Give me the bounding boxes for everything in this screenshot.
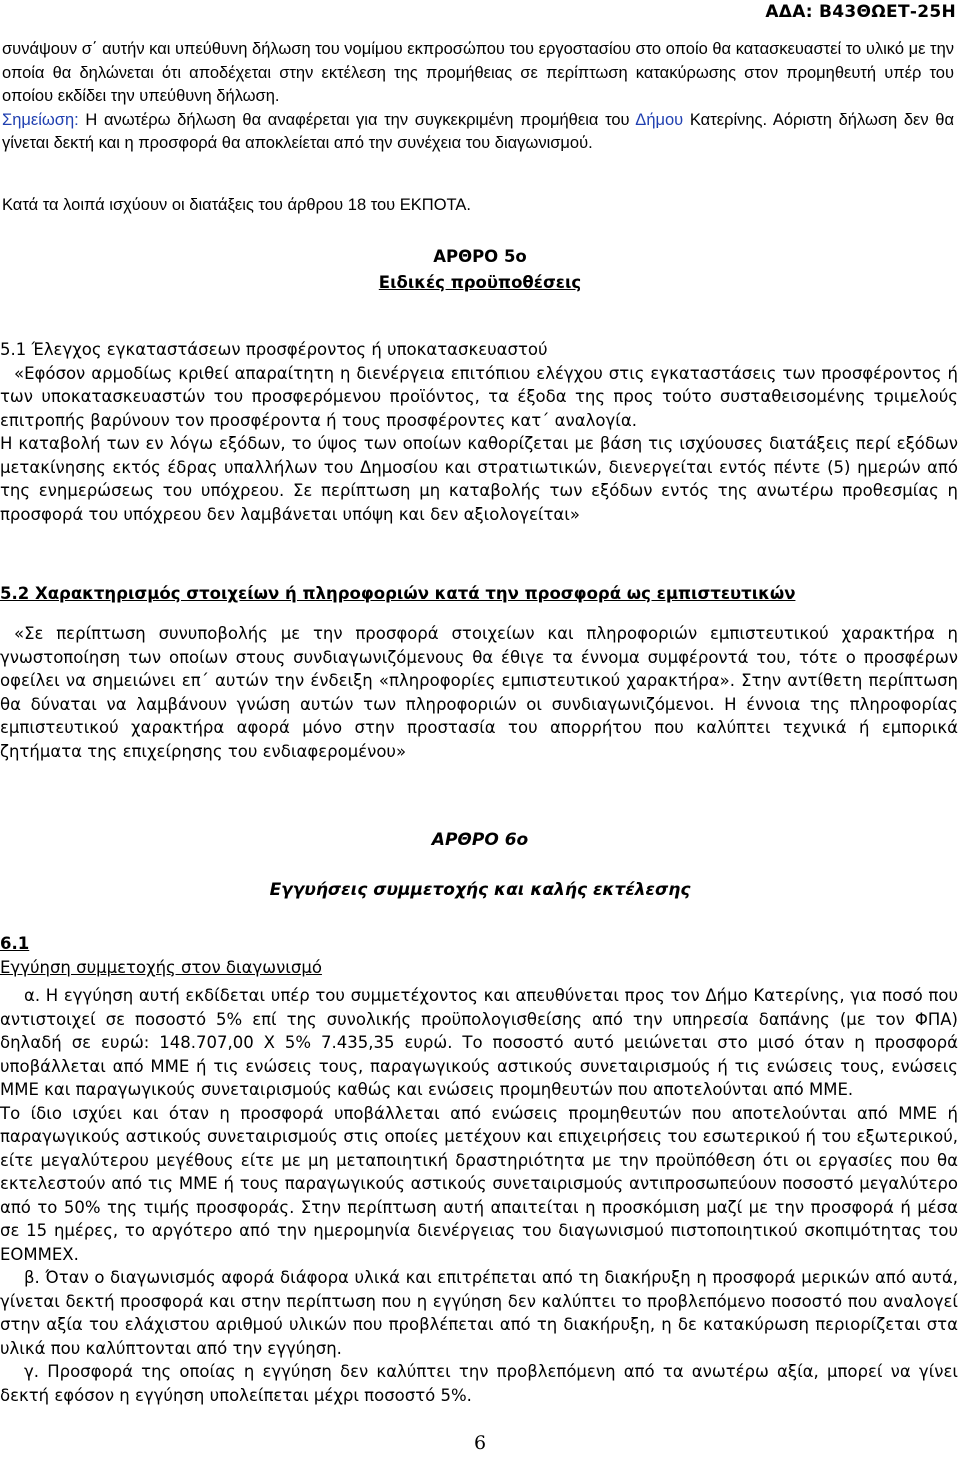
intro-block: [2, 38, 954, 156]
clause-c: γ. Προσφορά της οποίας η εγγύηση δεν καλύπτει την προβλεπόμενη από τα ανωτέρω αξία, μπορεί να γίνει δεκτή εφόσον η εγγύηση υπολείπεται μέχρι ποσοστό 5%.: [0, 1362, 958, 1405]
article-6-subtitle: Εγγυήσεις συμμετοχής και καλής εκτέλεσης: [269, 880, 691, 900]
note-tail: Κατερίνης. Αόριστη δήλωση δεν θα γίνεται δεκτή και η προσφορά θα αποκλείεται από την συνέχεια του διαγωνισμού.: [2, 110, 954, 152]
section-5-1-heading: 5.1 Έλεγχος εγκαταστάσεων προσφέροντος ή υποκατασκευαστού: [0, 340, 548, 359]
section-5-1: [0, 338, 958, 526]
section-6-1-heading: Εγγύηση συμμετοχής στον διαγωνισμό: [0, 958, 322, 977]
section-5-2-paragraph: «Σε περίπτωση συνυποβολής με την προσφορά στοιχείων και πληροφοριών εμπιστευτικού χαρακτήρα η γνωστοποίηση των οποίων στους συνδιαγωνιζόμενους θα έθιγε τα έννομα συμφέροντά του, τότε ο προσφέρων οφείλει να σημειώνει επ΄ αυτών την ένδειξη «πληροφορίες εμπιστευτικού χαρακτήρα». Στην αντίθετη περίπτωση θα δύναται να λαμβάνουν γνώση αυτών των πληροφοριών οι συνδιαγωνιζόμενοι. Η έννοια της πληροφορίας εμπιστευτικού χαρακτήρα αφορά μόνο στην προστασία του απορρήτου που καλύπτει τεχνικά ή εμπορικά ζητήματα της επιχείρησης του ενδιαφερομένου»: [0, 624, 958, 761]
note-paragraph: [2, 109, 954, 156]
note-label: Σημείωση:: [2, 110, 79, 129]
clause-b: β. Όταν ο διαγωνισμός αφορά διάφορα υλικά και επιτρέπεται από τη διακήρυξη η προσφορά μερικών από αυτά, γίνεται δεκτή προσφορά και στην περίπτωση που η εγγύηση δεν καλύπτει το προβλεπόμενο ποσοστό που αναλογεί στην αξία του ελάχιστου αριθμού υλικών που προβλέπεται από τη διακήρυξη, η δε κατακύρωση περιορίζεται στα υλικά που καλύπτονται από την εγγύηση.: [0, 1268, 958, 1358]
article-6-title: ΑΡΘΡΟ 6ο: [431, 830, 529, 850]
section-6-1-number: 6.1: [0, 934, 30, 953]
note-text: Η ανωτέρω δήλωση θα αναφέρεται για την συγκεκριμένη προμήθεια του: [78, 110, 636, 129]
page-number: 6: [473, 1432, 487, 1454]
provisions-note: Κατά τα λοιπά ισχύουν οι διατάξεις του άρθρου 18 του ΕΚΠΟΤΑ.: [2, 196, 471, 214]
clause-same: Το ίδιο ισχύει και όταν η προσφορά υποβάλλεται από ενώσεις προμηθευτών που αποτελούνται από ΜΜΕ ή παραγωγικούς αστικούς συνεταιρισμούς στις οποίες μετέχουν και επιχειρήσεις του εσωτερικού ή του εξωτερικού, είτε μεγαλύτερου μεγέθους είτε με μη μεταποιητική δραστηριότητα με την προϋπόθεση ότι οι εργασίες που θα εκτελεστούν από τις ΜΜΕ ή τους παραγωγικούς αστικούς συνεταιρισμούς αντιπροσωπεύουν ποσοστό μεγαλύτερο από το 50% της τιμής προσφοράς. Στην περίπτωση αυτή απαιτείται η προσκόμιση μαζί με την προσφορά ή μέσα σε 15 ημέρες, το αργότερο από την ημερομηνία διενέργειας του διαγωνισμού πιστοποιητικού σκοπιμότητας του ΕΟΜΜΕΧ.: [0, 1103, 958, 1264]
section-5-2: [0, 622, 958, 763]
article-5-title: ΑΡΘΡΟ 5ο: [433, 247, 527, 266]
article-5-heading: [0, 244, 960, 296]
note-link[interactable]: Δήμου: [635, 110, 684, 129]
clause-a: α. Η εγγύηση αυτή εκδίδεται υπέρ του συμμετέχοντος και απευθύνεται προς τον Δήμο Κατερίνης, για ποσό που αντιστοιχεί σε ποσοστό 5% επί της συνολικής προϋπολογισθείσης από την υπηρεσία δαπάνης (με τον ΦΠΑ) δηλαδή σε ευρώ: 148.707,00 Χ 5% 7.435,35 ευρώ. Το ποσοστό αυτό μειώνεται στο μισό όταν η προσφορά υποβάλλεται από ΜΜΕ ή τις ενώσεις τους, παραγωγικούς αστικούς συνεταιρισμούς ή τις ενώσεις τους, ενώσεις ΜΜΕ και παραγωγικούς συνεταιρισμούς καθώς και ενώσεις προμηθευτών που αποτελούνται από ΜΜΕ.: [0, 986, 958, 1099]
article-5-subtitle: Ειδικές προϋποθέσεις: [378, 273, 582, 292]
section-5-1-paragraph-2: Η καταβολή των εν λόγω εξόδων, το ύψος των οποίων καθορίζεται με βάση τις ισχύουσες διατάξεις περί εξόδων μετακίνησης εκτός έδρας υπαλλήλων του Δημοσίου και στρατιωτικών, διενεργείται εντός πέντε (5) ημερών από της ενημερώσεως του υπόχρεου. Σε περίπτωση μη καταβολής των εξόδων εντός της ανωτέρω προθεσμίας η προσφορά του υπόχρεου δεν λαμβάνεται υπόψη και δεν αξιολογείται»: [0, 434, 958, 524]
section-5-1-paragraph-1: «Εφόσον αρμοδίως κριθεί απαραίτητη η διενέργεια επιτόπιου ελέγχου στις εγκαταστάσεις των προσφέροντος ή των υποκατασκευαστών του προσφερόμενου προϊόντος, τα έξοδα της προς τούτο συσταθεισομένης τριμελούς επιτροπής βαρύνουν τον προσφέροντα ή τους προσφέροντες κατ΄ αναλογία.: [0, 363, 958, 430]
ada-code: ΑΔΑ: Β43ΘΩΕΤ-25Η: [765, 2, 956, 22]
section-5-2-heading: 5.2 Χαρακτηρισμός στοιχείων ή πληροφοριών κατά την προσφορά ως εμπιστευτικών: [0, 584, 796, 603]
intro-paragraph: συνάψουν σ΄ αυτήν και υπεύθυνη δήλωση του νομίμου εκπροσώπου του εργοστασίου στο οποίο θα κατασκευαστεί το υλικό με την οποία θα δηλώνεται ότι αποδέχεται στην εκτέλεση της προμήθειας σε περίπτωση κατακύρωσης στον προμηθευτή υπέρ του οποίου εκδίδει την υπεύθυνη δήλωση.: [2, 40, 954, 105]
section-6-1: [0, 984, 958, 1407]
